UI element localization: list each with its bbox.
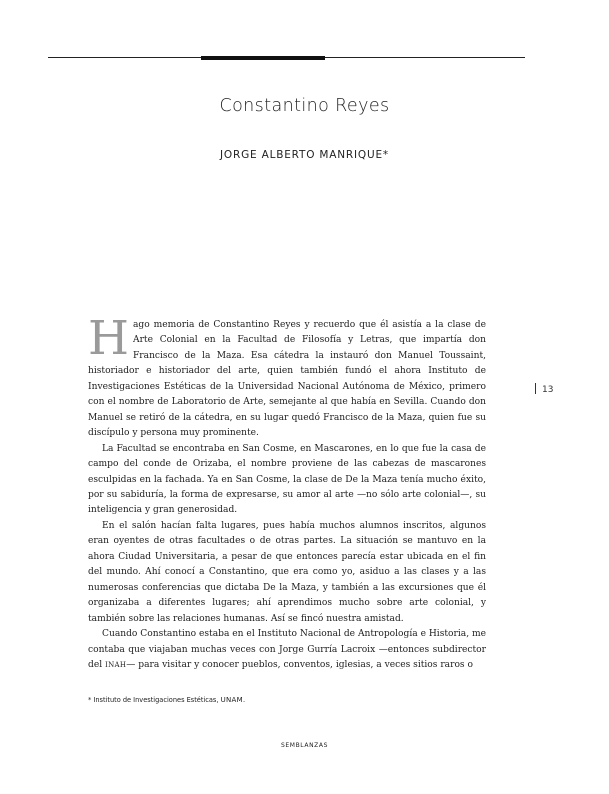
footnote-text: * Instituto de Investigaciones Estéticas, xyxy=(88,696,219,704)
paragraph-4 xyxy=(88,627,486,673)
footnote xyxy=(88,696,245,704)
drop-cap: H xyxy=(88,311,129,366)
paragraph-3: En el salón hacían falta lugares, pues había muchos alumnos inscritos, algunos eran oyentes de otras facultades o de otras partes. La situación se mantuvo en la ahora Ciudad Universitaria, a pesar de que entonces parecía estar ubicada en el fin del mundo. Ahí conocí a Constantino, que era como yo, asiduo a las clases y a las numerosas conferencias que dictaba De la Maza, y también a las excursiones que él organizaba a diferentes lugares; ahí aprendimos mucho sobre arte colonial, y también sobre las relaciones humanas. Así se fincó nuestra amistad. xyxy=(88,520,486,624)
footnote-unam: UNAM xyxy=(220,696,243,704)
paragraph-4-text-b: — para visitar y conocer pueblos, conventos, iglesias, a veces sitios raros o xyxy=(126,659,473,670)
footnote-end: . xyxy=(242,696,246,704)
section-footer: SEMBLANZAS xyxy=(281,742,328,749)
article-body xyxy=(88,311,486,673)
article-author: JORGE ALBERTO MANRIQUE* xyxy=(220,149,389,161)
paragraph-4-text-a: Cuando Constantino estaba en el Instituto Nacional de Antropología e Historia, me contaba que viajaban muchas veces con Jorge Gurría Lacroix —entonces subdirector del xyxy=(88,629,486,670)
top-rule-accent xyxy=(201,56,325,60)
paragraph-1-text: ago memoria de Constantino Reyes y recuerdo que él asistía a la clase de Arte Colonial en la Facultad de Filosofía y Letras, que impartía don Francisco de la Maza. Esa cátedra la instauró don Manuel Toussaint, historiador e historiador del arte, quien también fundó el ahora Instituto de Investigaciones Estéticas de la Universidad Nacional Autónoma de México, primero con el nombre de Laboratorio de Arte, semejante al que había en Sevilla. Cuando don Manuel se retiró de la cátedra, en su lugar quedó Francisco de la Maza, quien fue su discípulo y persona muy prominente. xyxy=(88,320,486,439)
paragraph-1 xyxy=(88,311,486,442)
inah-acronym: INAH xyxy=(105,660,127,669)
page-number-value: 13 xyxy=(542,385,554,395)
article-title: Constantino Reyes xyxy=(219,96,390,116)
page-number-rule xyxy=(535,383,536,394)
page-number xyxy=(535,383,553,395)
paragraph-2: La Facultad se encontraba en San Cosme, en Mascarones, en lo que fue la casa de campo del conde de Orizaba, el nombre proviene de las cabezas de mascarones esculpidas en la fachada. Ya en San Cosme, la clase de De la Maza tenía mucho éxito, por su sabiduría, la forma de expresarse, su amor al arte —no sólo arte colonial—, su inteligencia y gran generosidad. xyxy=(88,443,486,516)
